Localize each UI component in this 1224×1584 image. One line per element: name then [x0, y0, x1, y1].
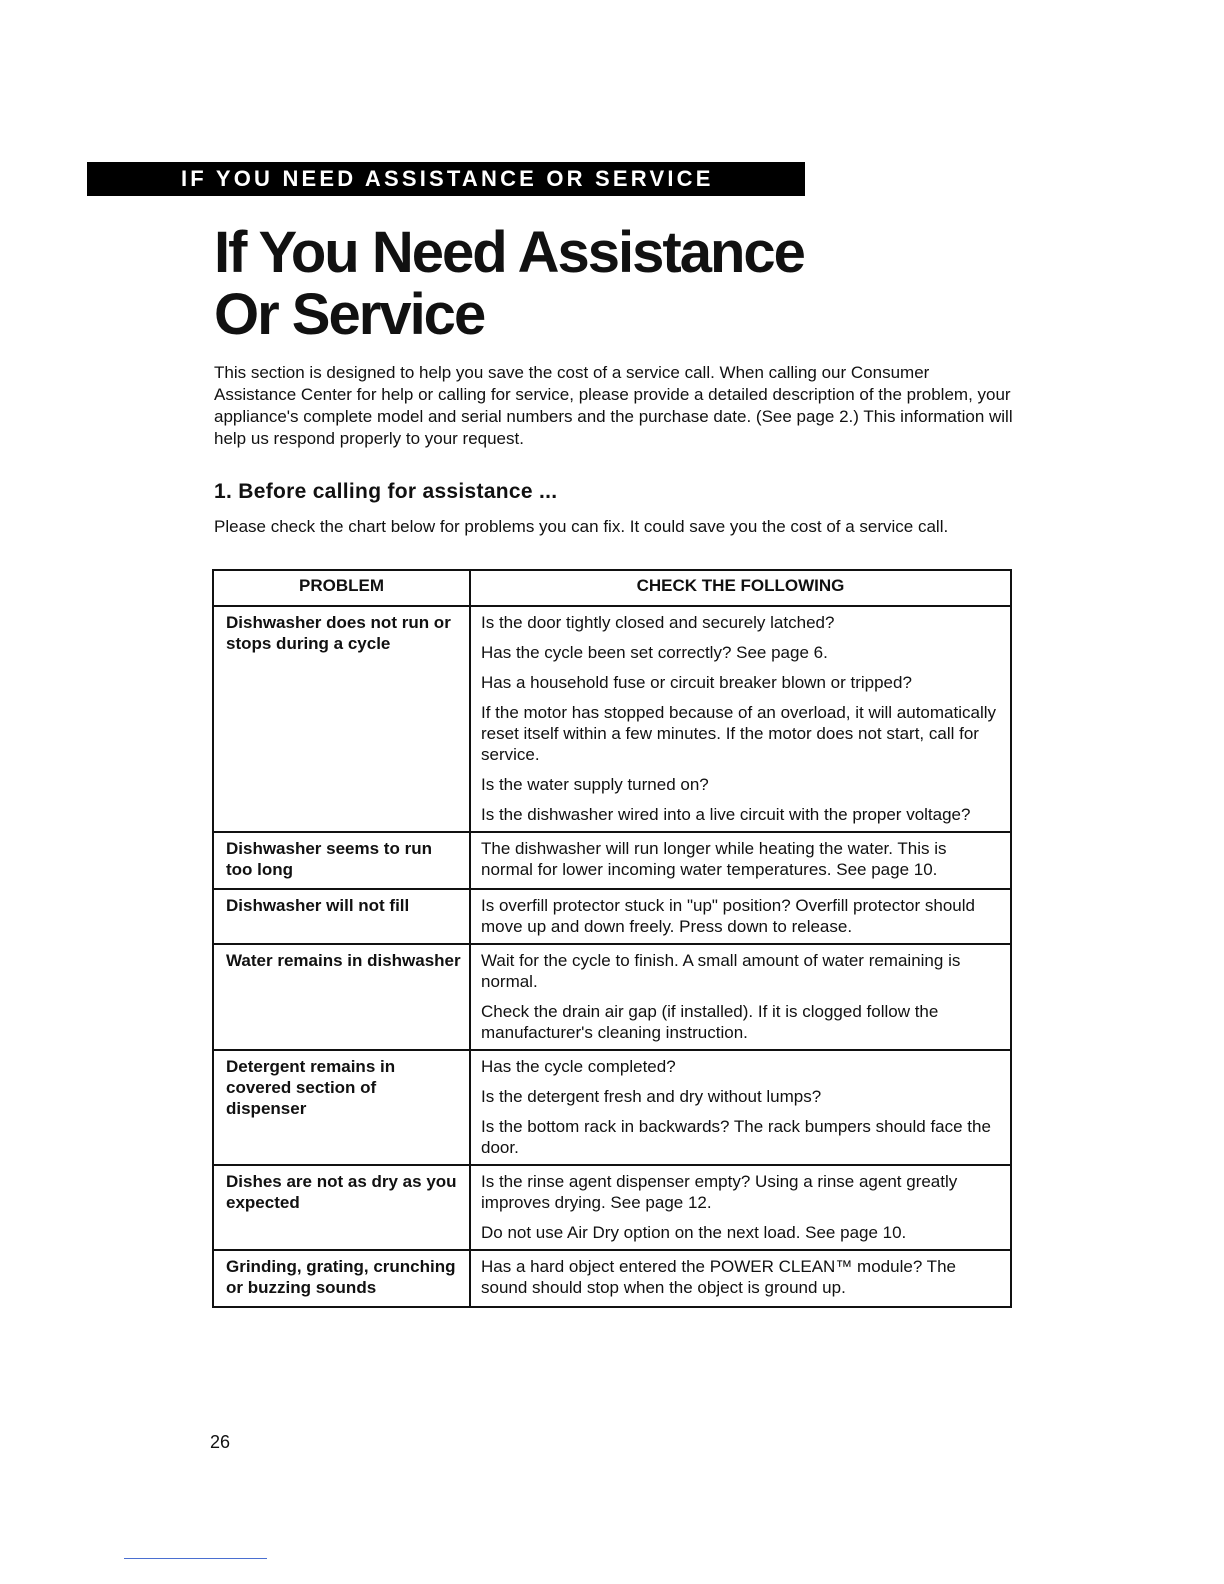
check-cell [470, 944, 1011, 1050]
problem-cell: Detergent remains in covered section of dispenser [213, 1050, 470, 1165]
check-item: Has the cycle been set correctly? See page 6. [481, 643, 828, 662]
section-banner: IF YOU NEED ASSISTANCE OR SERVICE [87, 162, 805, 196]
page-title [214, 222, 804, 346]
table-header-row [213, 570, 1011, 606]
column-header-check: CHECK THE FOLLOWING [470, 570, 1011, 606]
check-item: Check the drain air gap (if installed). If it is clogged follow the manufacturer's cleaning instruction. [481, 1002, 939, 1042]
column-header-problem: PROBLEM [213, 570, 470, 606]
check-item: Do not use Air Dry option on the next load. See page 10. [481, 1223, 907, 1242]
page-title-line-1: If You Need Assistance [214, 220, 804, 285]
table-row [213, 889, 1011, 944]
check-cell [470, 889, 1011, 944]
problem-cell: Water remains in dishwasher [213, 944, 470, 1050]
check-cell [470, 1250, 1011, 1307]
check-item: Has a household fuse or circuit breaker blown or tripped? [481, 673, 912, 692]
problem-cell: Grinding, grating, crunching or buzzing sounds [213, 1250, 470, 1307]
check-item: Has the cycle completed? [481, 1057, 676, 1076]
check-item: Is the detergent fresh and dry without lumps? [481, 1087, 822, 1106]
intro-paragraph: This section is designed to help you save the cost of a service call. When calling our Consumer Assistance Center for help or calling for service, please provide a detailed description of the problem, your appliance's complete model and serial numbers and the purchase date. (See page 2.) This information will help us respond properly to your request. [214, 363, 1013, 448]
problem-cell: Dishes are not as dry as you expected [213, 1165, 470, 1250]
check-item: Is overfill protector stuck in "up" position? Overfill protector should move up and down freely. Press down to release. [481, 896, 975, 936]
check-item: The dishwasher will run longer while heating the water. This is normal for lower incoming water temperatures. See page 10. [481, 839, 947, 879]
check-cell [470, 1165, 1011, 1250]
check-item: Is the bottom rack in backwards? The rack bumpers should face the door. [481, 1117, 991, 1157]
table-body [213, 606, 1011, 1307]
table-row [213, 832, 1011, 889]
section-heading: 1. Before calling for assistance ... [214, 480, 558, 503]
table-row [213, 1250, 1011, 1307]
troubleshooting-table [212, 569, 1012, 1308]
table-row [213, 606, 1011, 832]
check-item: Is the dishwasher wired into a live circuit with the proper voltage? [481, 805, 971, 824]
check-cell [470, 832, 1011, 889]
problem-cell: Dishwasher will not fill [213, 889, 470, 944]
section-note: Please check the chart below for problems you can fix. It could save you the cost of a service call. [214, 517, 949, 536]
check-item: Is the water supply turned on? [481, 775, 709, 794]
footer-rule [124, 1558, 267, 1559]
problem-cell: Dishwasher seems to run too long [213, 832, 470, 889]
problem-cell: Dishwasher does not run or stops during a cycle [213, 606, 470, 832]
table-row [213, 1050, 1011, 1165]
page-number: 26 [210, 1432, 231, 1452]
check-item: Has a hard object entered the POWER CLEAN™ module? The sound should stop when the object is ground up. [481, 1257, 956, 1297]
check-item: Is the rinse agent dispenser empty? Using a rinse agent greatly improves drying. See page 12. [481, 1172, 958, 1212]
check-item: Is the door tightly closed and securely latched? [481, 613, 835, 632]
check-item: If the motor has stopped because of an overload, it will automatically reset itself within a few minutes. If the motor does not start, call for service. [481, 703, 997, 764]
page-title-line-2: Or Service [214, 282, 485, 347]
check-cell [470, 606, 1011, 832]
check-cell [470, 1050, 1011, 1165]
table-row [213, 944, 1011, 1050]
table-row [213, 1165, 1011, 1250]
check-item: Wait for the cycle to finish. A small amount of water remaining is normal. [481, 951, 961, 991]
